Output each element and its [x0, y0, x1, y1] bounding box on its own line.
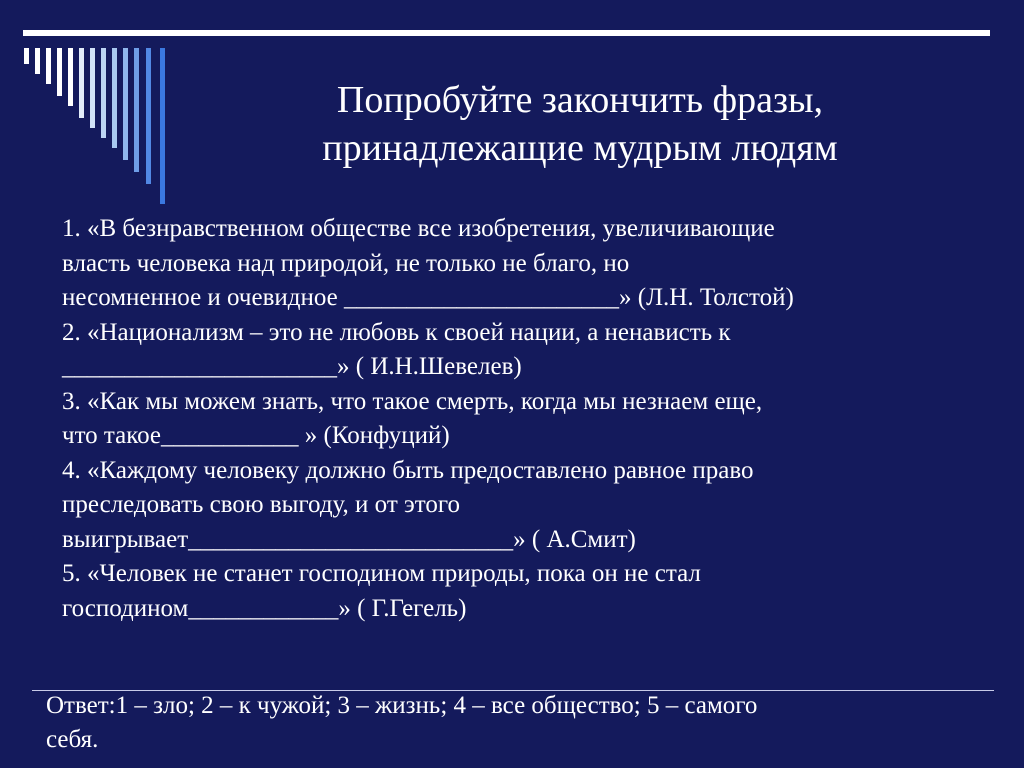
slide-title: [250, 76, 910, 172]
decorative-stripes: [0, 0, 200, 210]
title-line-2: принадлежащие мудрым людям: [322, 127, 838, 169]
quote-line-6: 3. «Как мы можем знать, что такое смерть, когда мы незнаем еще,: [62, 387, 763, 415]
stripe-12: [146, 48, 151, 184]
stripe-13: [160, 48, 165, 204]
quote-line-5: ______________________» ( И.Н.Шевелев): [62, 353, 522, 380]
answer-line-1: Ответ:1 – зло; 2 – к чужой; 3 – жизнь; 4 – все общество; 5 – самого: [46, 692, 758, 719]
quote-line-12: господином____________» ( Г.Гегель): [62, 594, 467, 622]
stripe-5: [68, 48, 73, 106]
stripe-11: [134, 48, 139, 172]
stripe-9: [112, 48, 117, 148]
quote-line-10: выигрывает__________________________» ( А.Смит): [62, 525, 636, 553]
quote-line-7: что такое___________ » (Конфуций): [62, 422, 450, 449]
quote-line-3: несомненное и очевидное ______________________» (Л.Н. Толстой): [62, 284, 794, 311]
stripe-4: [57, 48, 62, 96]
quote-line-4: 2. «Национализм – это не любовь к своей нации, а ненависть к: [62, 318, 731, 346]
stripe-1: [24, 48, 29, 64]
title-line-1: Попробуйте закончить фразы,: [336, 79, 824, 121]
quote-line-2: власть человека над природой, не только не благо, но: [62, 249, 630, 277]
stripe-7: [90, 48, 95, 128]
answer-line-2: себя.: [46, 726, 99, 753]
stripe-10: [123, 48, 128, 160]
quote-line-1: 1. «В безнравственном обществе все изобретения, увеличивающие: [62, 215, 775, 242]
stripe-8: [101, 48, 106, 138]
quote-line-8: 4. «Каждому человеку должно быть предоставлено равное право: [62, 456, 754, 484]
quote-line-11: 5. «Человек не станет господином природы, пока он не стал: [62, 560, 701, 587]
quote-line-9: преследовать свою выгоду, и от этого: [62, 491, 460, 518]
stripe-3: [46, 48, 51, 84]
quotes-block: [62, 212, 982, 626]
stripe-2: [35, 48, 40, 74]
answer-block: [46, 689, 946, 757]
stripe-6: [79, 48, 84, 118]
